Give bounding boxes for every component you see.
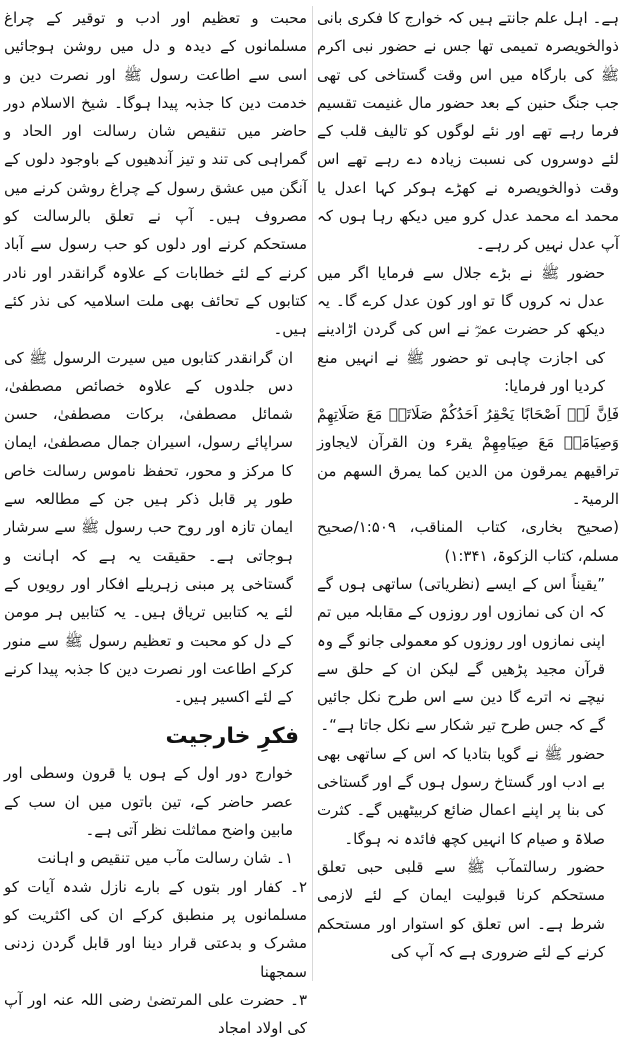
paragraph: حضور ﷺ نے بڑے جلال سے فرمایا اگر میں عدل نہ کروں گا تو اور کون عدل کرے گا۔ یہ دیکھ کر حضرت عمرؓ نے اس کی گردن اڑادینے کی اجازت چاہی تو حضور ﷺ نے انہیں منع کردیا اور فرمایا: — [317, 263, 605, 395]
left-column — [4, 4, 307, 1042]
right-column — [317, 4, 619, 966]
paragraph: حضور رسالتمآب ﷺ سے قلبی حبی تعلق مستحکم کرنا قبولیت ایمان کے لئے لازمی شرط ہے۔ اس تعلق کو استوار اور مستحکم کرنے کے لئے ضروری ہے کہ آپ کی — [317, 857, 605, 961]
list-item: ۲۔ کفار اور بتوں کے بارے نازل شدہ آیات کو مسلمانوں پر منطبق کرکے ان کی اکثریت کو مشرک و بدعتی قرار دینا اور قابل گردن زدنی سمجھنا — [4, 877, 307, 981]
paragraph: حضور ﷺ نے گویا بتادیا کہ اس کے ساتھی بھی بے ادب اور گستاخ رسول ہوں گے اور گستاخی کی بنا پر اپنے اعمال ضائع کربیٹھیں گے۔ کثرت صلاۃ و صیام کا انہیں کچھ فائدہ نہ ہوگا۔ — [317, 744, 605, 848]
column-divider — [312, 6, 313, 981]
citation: (صحیح بخاری، کتاب المناقب، ۱:۵۰۹/صحیح مسلم، کتاب الزکوۃ، ۱:۳۴۱) — [317, 518, 619, 565]
paragraph: خوارج دور اول کے ہوں یا قرون وسطی اور عصر حاضر کے، تین باتوں میں ان سب کے مابین واضح مماثلت نظر آتی ہے۔ — [4, 764, 293, 840]
paragraph: ”یقیناً اس کے ایسے (نظریاتی) ساتھی ہوں گے کہ ان کی نمازوں اور روزوں کے مقابلہ میں تم اپنی نمازوں اور روزوں کو معمولی جانو گے وہ قرآن مجید پڑھیں گے لیکن ان کے حلق سے نیچے نہ اترے گا دین سے اس طرح نکل جائیں گے کہ جس طرح تیر شکار سے نکل جاتا ہے“۔ — [317, 574, 605, 735]
paragraph: ہے۔ اہل علم جانتے ہیں کہ خوارج کا فکری بانی ذوالخویصرہ تمیمی تھا جس نے حضور نبی اکرم ﷺ کی بارگاہ میں اس وقت گستاخی کی تھی جب جنگ حنین کے بعد حضور مال غنیمت تقسیم فرما رہے تھے اور نئے لوگوں کو تالیف قلب کے لئے دوسروں کی نسبت زیادہ دے رہے تھے اس وقت ذوالخویصرہ نے کھڑے ہوکر کہا اعدل یا محمد اے محمد عدل کرو میں دیکھ رہا ہوں کہ آپ عدل نہیں کر رہے۔ — [317, 9, 619, 254]
arabic-hadith-quote: فَاِنَّ لَہٗ اَصْحَابًا یَحْقِرُ اَحَدُکُمْ صَلَاتَہٗ مَعَ صَلَاتِھِمْ وَصِیَامَہٗ مَعَ صِیَامِھِمْ یقرء ون القرآن لایجاوز تراقیھم یمرقون من الدین کما یمرق السھم من الرمیۃ۔ — [317, 405, 619, 509]
paragraph: ان گرانقدر کتابوں میں سیرت الرسول ﷺ کی دس جلدوں کے علاوہ خصائص مصطفیٰ، شمائل مصطفیٰ، برکات مصطفیٰ، حسن سراپائے رسول، اسیران جمال مصطفیٰ، ایمان کا مرکز و محور، تحفظ ناموس رسالت خاص طور پر قابل ذکر ہیں جن کے مطالعہ سے ایمان تازہ اور روح حب رسول ﷺ سے سرشار ہوجاتی ہے۔ حقیقت یہ ہے کہ اہانت و گستاخی پر مبنی زہریلے افکار اور رویوں کے لئے یہ کتابیں تریاق ہیں۔ یہ کتابیں ہر مومن کے دل کو محبت و تعظیم رسول ﷺ سے منور کرکے اطاعت اور نصرت دین کا جذبہ پیدا کرنے کے لئے اکسیر ہیں۔ — [4, 348, 293, 707]
paragraph: محبت و تعظیم اور ادب و توقیر کے چراغ مسلمانوں کے دیدہ و دل میں روشن ہوجائیں اسی سے اطاعت رسول ﷺ اور نصرت دین و خدمت دین کا جذبہ پیدا ہوگا۔ شیخ الاسلام دور حاضر میں تنقیص شان رسالت اور الحاد و گمراہی کی تند و تیز آندھیوں کے باوجود دلوں کے آنگن میں عشق رسول کے چراغ روشن کرنے میں مصروف ہیں۔ آپ نے تعلق بالرسالت کو مستحکم کرنے اور دلوں کو حب رسول سے آباد کرنے کے لئے خطابات کے علاوہ گرانقدر اور نادر کتابوں کے تحائف بھی ملت اسلامیہ کی نذر کئے ہیں۔ — [4, 9, 307, 339]
list-item: ۳۔ حضرت علی المرتضیٰ رضی اللہ عنہ اور آپ کی اولاد امجاد — [4, 990, 307, 1038]
list-item: ۱۔ شان رسالت مآب میں تنقیص و اہانت — [37, 849, 293, 868]
section-heading: فکرِ خارجیت — [165, 724, 299, 750]
